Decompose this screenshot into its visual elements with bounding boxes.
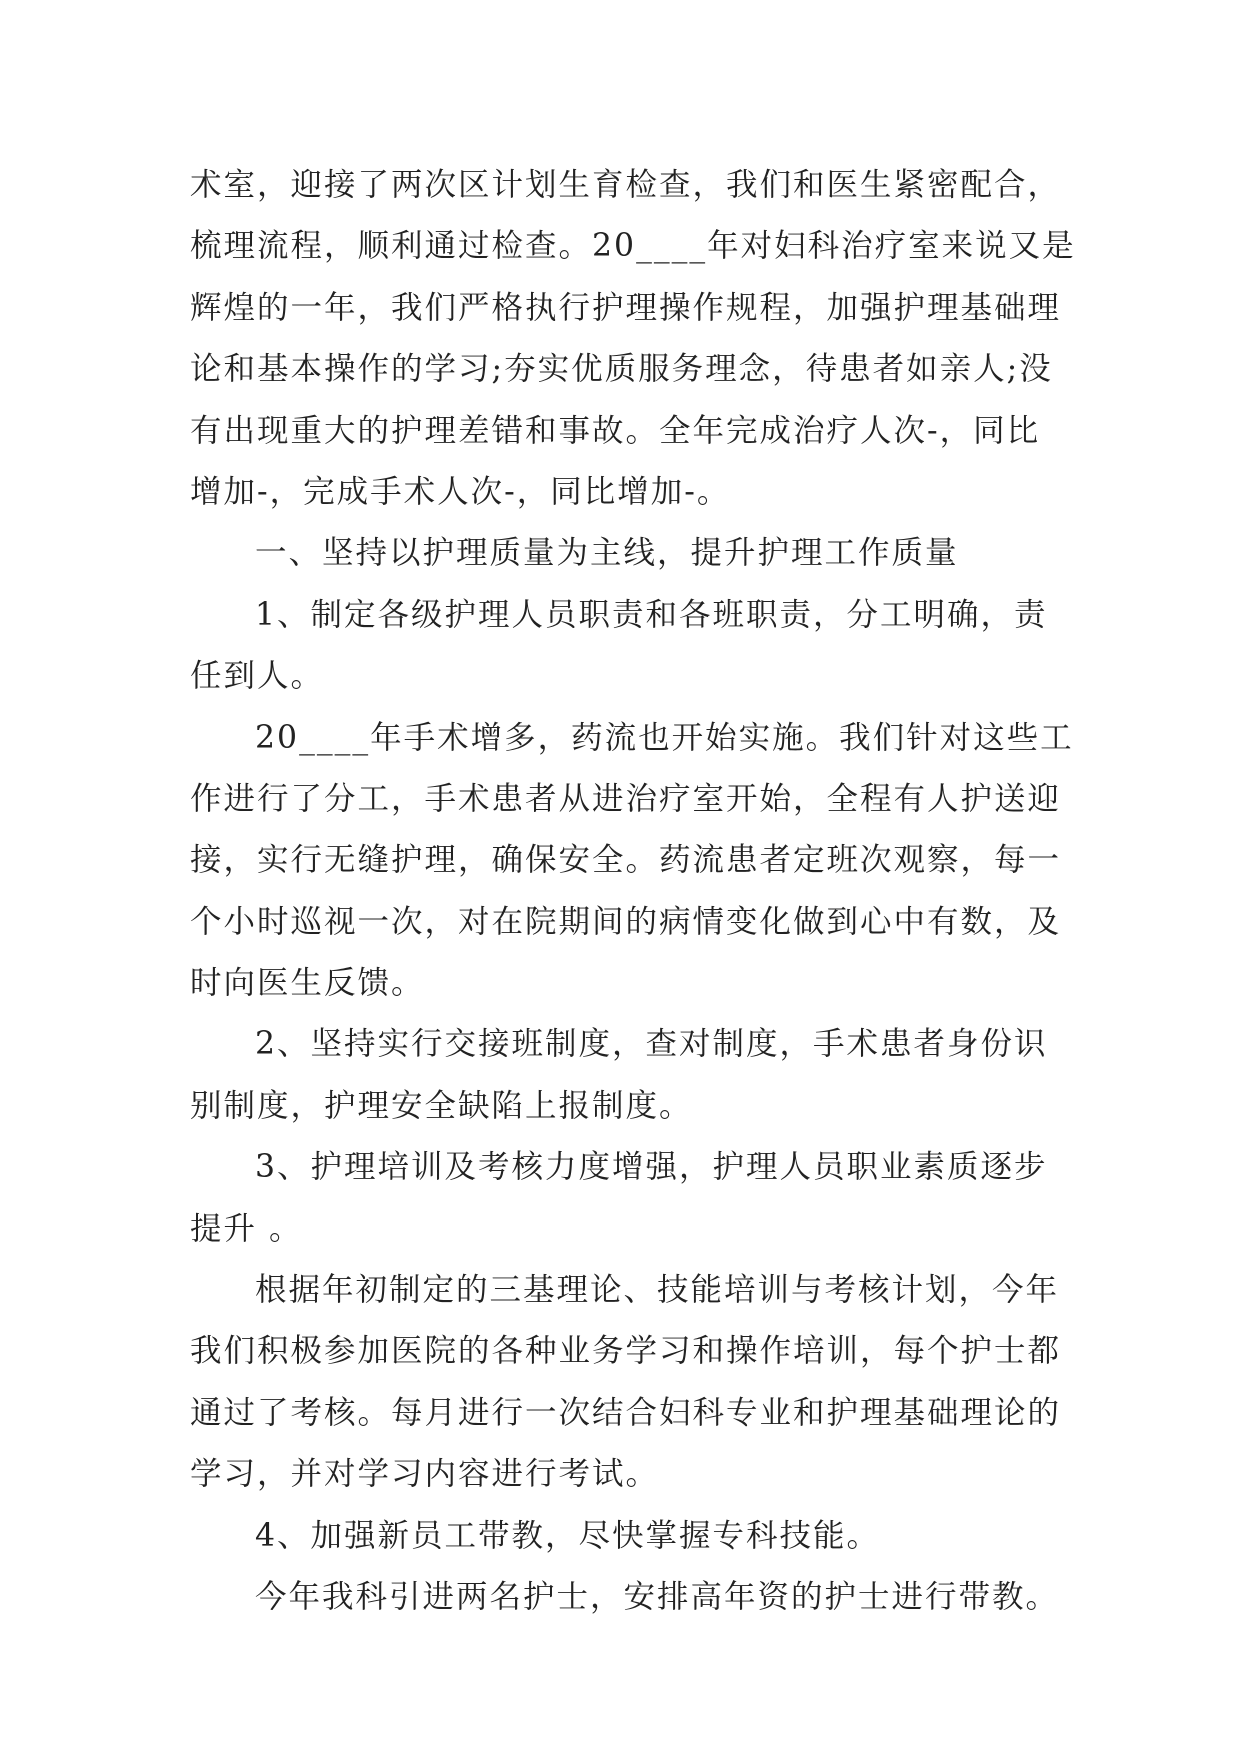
text-line: 今年我科引进两名护士，安排高年资的护士进行带教。 bbox=[255, 1578, 1060, 1615]
document-body bbox=[190, 155, 1076, 1628]
text-line: 术室，迎接了两次区计划生育检查，我们和医生紧密配合， bbox=[190, 167, 1062, 203]
text-line: 时向医生反馈。 bbox=[190, 965, 425, 1002]
text-line: 4、加强新员工带教，尽快掌握专科技能。 bbox=[255, 1517, 881, 1554]
text-line: 增加-，完成手术人次-，同比增加-。 bbox=[190, 473, 731, 510]
text-line: 个小时巡视一次，对在院期间的病情变化做到心中有数，及 bbox=[190, 903, 1062, 940]
text-line: 2、坚持实行交接班制度，查对制度，手术患者身份识 bbox=[255, 1026, 1048, 1063]
text-line: 根据年初制定的三基理论、技能培训与考核计划，今年 bbox=[255, 1272, 1060, 1309]
text-line: 学习，并对学习内容进行考试。 bbox=[190, 1456, 660, 1493]
text-line: 作进行了分工，手术患者从进治疗室开始，全程有人护送迎 bbox=[190, 780, 1062, 817]
text-line: 有出现重大的护理差错和事故。全年完成治疗人次-，同比 bbox=[190, 412, 1041, 449]
text-line: 20____年手术增多，药流也开始实施。我们针对这些工 bbox=[255, 719, 1074, 756]
text-line: 我们积极参加医院的各种业务学习和操作培训，每个护士都 bbox=[190, 1333, 1062, 1370]
text-line: 一、坚持以护理质量为主线，提升护理工作质量 bbox=[255, 535, 959, 572]
text-line: 通过了考核。每月进行一次结合妇科专业和护理基础理论的 bbox=[190, 1394, 1062, 1431]
text-line: 1、制定各级护理人员职责和各班职责，分工明确，责 bbox=[255, 596, 1048, 633]
text-line: 提升 。 bbox=[190, 1210, 303, 1247]
text-line: 论和基本操作的学习;夯实优质服务理念，待患者如亲人;没 bbox=[190, 351, 1053, 388]
text-line: 3、护理培训及考核力度增强，护理人员职业素质逐步 bbox=[255, 1149, 1048, 1186]
text-line: 任到人。 bbox=[190, 658, 325, 695]
text-line: 梳理流程，顺利通过检查。20____年对妇科治疗室来说又是 bbox=[190, 228, 1076, 265]
text-line: 辉煌的一年，我们严格执行护理操作规程，加强护理基础理 bbox=[190, 289, 1062, 326]
text-line: 接，实行无缝护理，确保安全。药流患者定班次观察，每一 bbox=[190, 842, 1062, 879]
text-line: 别制度，护理安全缺陷上报制度。 bbox=[190, 1087, 693, 1124]
